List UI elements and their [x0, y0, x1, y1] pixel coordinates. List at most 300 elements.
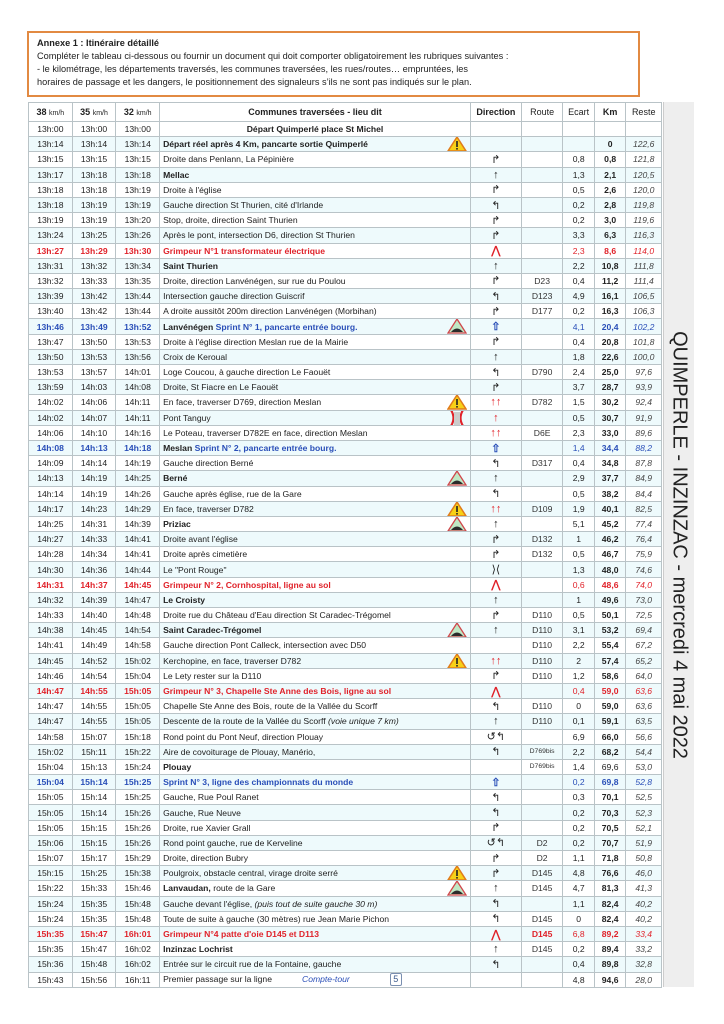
time-38kmh: 15h:24	[29, 911, 73, 926]
km-cell: 48,0	[594, 562, 625, 577]
km-cell: 46,2	[594, 532, 625, 547]
direction-cell	[470, 744, 521, 759]
time-35kmh: 15h:13	[72, 759, 116, 774]
km-cell: 59,0	[594, 699, 625, 714]
ecart-cell: 3,3	[563, 228, 594, 243]
reste-cell: 33,2	[626, 942, 662, 957]
location-desc	[160, 562, 471, 577]
route-cell	[521, 122, 563, 137]
route-cell	[521, 486, 563, 501]
header-35kmh: 35 km/h	[72, 103, 116, 122]
location-desc	[160, 243, 471, 258]
intro-line-2: - le kilométrage, les départements traversés, les communes traversées, les rues/routes… empruntées, les	[37, 64, 468, 74]
straight-arrow-icon: ↑	[493, 517, 499, 530]
time-35kmh: 15h:15	[72, 835, 116, 850]
time-32kmh: 13h:30	[116, 243, 160, 258]
time-32kmh: 13h:14	[116, 137, 160, 152]
climb-icon: ⋀	[491, 579, 501, 592]
reste-cell: 52,1	[626, 820, 662, 835]
time-38kmh: 13h:18	[29, 197, 73, 212]
straight-arrow-icon: ↑	[493, 259, 499, 272]
time-38kmh: 14h:31	[29, 577, 73, 592]
direction-cell	[470, 866, 521, 881]
table-row	[29, 942, 662, 957]
turn-right-icon: ↱	[491, 336, 501, 349]
time-32kmh: 13h:56	[116, 349, 160, 364]
time-35kmh: 14h:55	[72, 714, 116, 729]
direction-cell	[470, 213, 521, 228]
location-desc	[160, 851, 471, 866]
time-35kmh: 15h:56	[72, 972, 116, 987]
route-cell	[521, 729, 563, 744]
side-title: QUIMPERLE - INZINZAC - mercredi 4 mai 2022	[668, 330, 691, 759]
table-row	[29, 653, 662, 668]
time-32kmh: 16h:11	[116, 972, 160, 987]
time-35kmh: 14h:31	[72, 516, 116, 531]
time-38kmh: 14h:02	[29, 410, 73, 425]
ecart-cell: 5,1	[563, 516, 594, 531]
turn-left-icon: ↰	[491, 700, 501, 713]
warning-sign-icon	[447, 395, 467, 410]
reste-cell: 114,0	[626, 243, 662, 258]
location-desc	[160, 197, 471, 212]
route-cell	[521, 577, 563, 592]
desc-text: Aire de covoiturage de Plouay, Manério,	[163, 746, 316, 757]
time-38kmh: 14h:47	[29, 699, 73, 714]
time-35kmh: 15h:47	[72, 926, 116, 941]
direction-cell	[470, 486, 521, 501]
ecart-cell: 0,4	[563, 683, 594, 698]
direction-cell	[470, 699, 521, 714]
km-cell: 20,4	[594, 319, 625, 334]
reste-cell: 116,3	[626, 228, 662, 243]
desc-text: Stop, droite, direction Saint Thurien	[163, 215, 298, 226]
desc-text: Pont Tanguy	[163, 412, 211, 423]
km-cell: 59,1	[594, 714, 625, 729]
ecart-cell: 0,2	[563, 775, 594, 790]
location-desc	[160, 456, 471, 471]
km-cell: 48,6	[594, 577, 625, 592]
km-cell: 66,0	[594, 729, 625, 744]
km-cell: 0	[594, 137, 625, 152]
desc-note: (puis tout de suite gauche 30 m)	[254, 898, 378, 909]
desc-text: Premier passage sur la ligne	[163, 974, 272, 985]
direction-cell	[470, 562, 521, 577]
direction-cell	[470, 638, 521, 653]
location-desc	[160, 683, 471, 698]
time-38kmh: 15h:06	[29, 835, 73, 850]
time-38kmh: 13h:19	[29, 213, 73, 228]
ecart-cell: 1	[563, 592, 594, 607]
location-desc	[160, 577, 471, 592]
time-32kmh: 14h:11	[116, 395, 160, 410]
time-35kmh: 13h:25	[72, 228, 116, 243]
location-desc	[160, 365, 471, 380]
desc-text: Le Croisty	[163, 594, 206, 605]
time-32kmh: 13h:15	[116, 152, 160, 167]
location-desc	[160, 152, 471, 167]
location-desc	[160, 258, 471, 273]
ecart-cell: 0,3	[563, 790, 594, 805]
time-32kmh: 15h:05	[116, 683, 160, 698]
time-35kmh: 14h:36	[72, 562, 116, 577]
reste-cell	[626, 122, 662, 137]
location-desc	[160, 334, 471, 349]
direction-cell	[470, 547, 521, 562]
desc-text: Droite, direction Bubry	[163, 853, 249, 864]
desc-text: Grimpeur N° 3, Chapelle Ste Anne des Bois, ligne au sol	[163, 686, 392, 697]
desc-text: Grimpeur N° 2, Cornhospital, ligne au sol	[163, 579, 331, 590]
location-desc	[160, 942, 471, 957]
warning-sign-icon	[447, 866, 467, 881]
time-35kmh: 15h:14	[72, 790, 116, 805]
table-row	[29, 365, 662, 380]
straight-arrow-icon: ↑	[493, 593, 499, 606]
location-desc	[160, 395, 471, 410]
sprint-icon: ⇧	[491, 442, 501, 455]
table-row	[29, 866, 662, 881]
ecart-cell: 2,2	[563, 258, 594, 273]
reste-cell: 65,2	[626, 653, 662, 668]
reste-cell: 76,4	[626, 532, 662, 547]
desc-text: Gauche, Rue Neuve	[163, 807, 241, 818]
ecart-cell: 0,4	[563, 334, 594, 349]
turn-right-icon: ↱	[491, 305, 501, 318]
time-32kmh: 14h:47	[116, 592, 160, 607]
desc-text: Gauche direction Pont Calleck, intersection avec D50	[163, 640, 367, 651]
km-cell: 70,3	[594, 805, 625, 820]
direction-cell	[470, 380, 521, 395]
desc-text: Plouay	[163, 761, 192, 772]
desc-text: Entrée sur le circuit rue de la Fontaine, gauche	[163, 959, 342, 970]
time-32kmh: 14h:45	[116, 577, 160, 592]
cross-road-icon: ↑↑	[490, 426, 502, 439]
ecart-cell: 0,2	[563, 304, 594, 319]
ecart-cell: 0	[563, 911, 594, 926]
sprint-icon: ⇧	[491, 776, 501, 789]
table-row	[29, 516, 662, 531]
km-cell: 8,6	[594, 243, 625, 258]
reste-cell: 74,6	[626, 562, 662, 577]
time-32kmh: 16h:01	[116, 926, 160, 941]
header-direction: Direction	[470, 103, 521, 122]
time-32kmh: 13h:53	[116, 334, 160, 349]
time-35kmh: 14h:39	[72, 592, 116, 607]
direction-cell	[470, 608, 521, 623]
climb-sign-icon	[447, 623, 467, 638]
route-cell	[521, 957, 563, 972]
location-desc	[160, 425, 471, 440]
km-cell: 53,2	[594, 623, 625, 638]
table-row	[29, 775, 662, 790]
table-row	[29, 228, 662, 243]
time-32kmh: 13h:26	[116, 228, 160, 243]
time-32kmh: 15h:26	[116, 835, 160, 850]
direction-cell	[470, 775, 521, 790]
time-38kmh: 14h:08	[29, 440, 73, 455]
ecart-cell: 0,8	[563, 152, 594, 167]
direction-cell	[470, 349, 521, 364]
km-cell: 2,1	[594, 167, 625, 182]
direction-cell	[470, 137, 521, 152]
location-desc	[160, 881, 471, 896]
table-row	[29, 273, 662, 288]
direction-cell	[470, 456, 521, 471]
climb-icon: ⋀	[491, 928, 501, 941]
reste-cell: 119,6	[626, 213, 662, 228]
desc-text: Droite à l'église	[163, 184, 222, 195]
time-32kmh: 14h:18	[116, 440, 160, 455]
direction-cell	[470, 273, 521, 288]
reste-cell: 75,9	[626, 547, 662, 562]
warning-sign-icon	[447, 137, 467, 152]
straight-arrow-icon: ↑	[493, 943, 499, 956]
time-32kmh: 13h:44	[116, 289, 160, 304]
town-name: Lanvénégen	[163, 321, 214, 332]
direction-cell	[470, 304, 521, 319]
time-38kmh: 14h:47	[29, 714, 73, 729]
ecart-cell: 2,4	[563, 365, 594, 380]
climb-icon: ⋀	[491, 245, 501, 258]
ecart-cell: 1,5	[563, 395, 594, 410]
ecart-cell: 6,9	[563, 729, 594, 744]
reste-cell: 77,4	[626, 516, 662, 531]
route-cell: D317	[521, 456, 563, 471]
route-cell	[521, 775, 563, 790]
time-38kmh: 15h:07	[29, 851, 73, 866]
route-cell	[521, 790, 563, 805]
desc-text: Berné	[163, 473, 188, 484]
route-cell: D110	[521, 653, 563, 668]
warning-sign-icon	[447, 501, 467, 516]
time-35kmh: 13h:42	[72, 289, 116, 304]
km-cell: 69,8	[594, 775, 625, 790]
table-row	[29, 972, 662, 987]
ecart-cell: 0,2	[563, 835, 594, 850]
km-cell: 55,4	[594, 638, 625, 653]
time-32kmh: 15h:24	[116, 759, 160, 774]
turn-left-icon: ↰	[491, 199, 501, 212]
route-cell	[521, 152, 563, 167]
reste-cell: 82,5	[626, 501, 662, 516]
straight-arrow-icon: ↑	[493, 624, 499, 637]
desc-text: Chapelle Ste Anne des Bois, route de la Vallée du Scorff	[163, 701, 378, 712]
reste-cell: 33,4	[626, 926, 662, 941]
location-desc	[160, 319, 471, 334]
time-38kmh: 14h:33	[29, 608, 73, 623]
reste-cell: 46,0	[626, 866, 662, 881]
ecart-cell: 0,5	[563, 182, 594, 197]
time-35kmh: 14h:37	[72, 577, 116, 592]
location-desc	[160, 729, 471, 744]
desc-text: Droite rue du Château d'Eau direction St Caradec-Trégomel	[163, 610, 391, 621]
desc-text: Droite, direction Lanvénégen, sur rue du Poulou	[163, 275, 346, 286]
desc-text: Descente de la route de la Vallée du Scorff	[163, 716, 326, 727]
intro-box	[27, 31, 640, 97]
ecart-cell: 0,2	[563, 820, 594, 835]
reste-cell: 51,9	[626, 835, 662, 850]
desc-text: Gauche, Rue Poul Ranet	[163, 792, 259, 803]
time-38kmh: 15h:05	[29, 790, 73, 805]
time-32kmh: 14h:08	[116, 380, 160, 395]
time-32kmh: 13h:34	[116, 258, 160, 273]
location-desc	[160, 273, 471, 288]
direction-cell	[470, 729, 521, 744]
time-35kmh: 14h:19	[72, 486, 116, 501]
direction-cell	[470, 592, 521, 607]
desc-text: Gauche après église, rue de la Gare	[163, 488, 302, 499]
ecart-cell: 0,4	[563, 456, 594, 471]
itinerary-table	[28, 102, 662, 988]
direction-cell	[470, 820, 521, 835]
route-cell	[521, 197, 563, 212]
reste-cell: 52,8	[626, 775, 662, 790]
turn-left-icon: ↰	[491, 746, 501, 759]
desc-text: Le Lety rester sur la D110	[163, 670, 262, 681]
km-cell: 46,7	[594, 547, 625, 562]
time-35kmh: 15h:14	[72, 805, 116, 820]
km-cell: 50,1	[594, 608, 625, 623]
cross-road-icon: ↑↑	[490, 396, 502, 409]
km-cell: 33,0	[594, 425, 625, 440]
ecart-cell: 1,3	[563, 167, 594, 182]
climb-sign-icon	[447, 881, 467, 896]
time-38kmh: 14h:30	[29, 562, 73, 577]
ecart-cell	[563, 122, 594, 137]
table-row	[29, 486, 662, 501]
time-38kmh: 15h:22	[29, 881, 73, 896]
location-desc	[160, 775, 471, 790]
direction-cell	[470, 532, 521, 547]
ecart-cell: 3,7	[563, 380, 594, 395]
reste-cell: 102,2	[626, 319, 662, 334]
direction-cell	[470, 851, 521, 866]
route-cell: D177	[521, 304, 563, 319]
route-cell: D2	[521, 851, 563, 866]
ecart-cell: 4,1	[563, 319, 594, 334]
time-38kmh: 13h:46	[29, 319, 73, 334]
route-cell	[521, 137, 563, 152]
ecart-cell: 0,5	[563, 608, 594, 623]
table-row	[29, 440, 662, 455]
km-cell: 69,6	[594, 759, 625, 774]
desc-text: Gauche devant l'église,	[163, 898, 253, 909]
straight-arrow-icon: ↑	[493, 168, 499, 181]
table-row	[29, 258, 662, 273]
location-desc	[160, 289, 471, 304]
ecart-cell: 4,8	[563, 866, 594, 881]
time-38kmh: 14h:41	[29, 638, 73, 653]
time-35kmh: 14h:23	[72, 501, 116, 516]
turn-right-icon: ↱	[491, 153, 501, 166]
location-desc	[160, 501, 471, 516]
ecart-cell: 0	[563, 699, 594, 714]
straight-arrow-red-icon: ↑	[493, 411, 499, 424]
direction-cell	[470, 942, 521, 957]
location-desc	[160, 744, 471, 759]
time-32kmh: 14h:41	[116, 547, 160, 562]
table-row	[29, 729, 662, 744]
time-32kmh: 15h:18	[116, 729, 160, 744]
desc-text: En face, traverser D782	[163, 503, 254, 514]
direction-cell	[470, 957, 521, 972]
time-38kmh: 13h:47	[29, 334, 73, 349]
time-38kmh: 13h:00	[29, 122, 73, 137]
header-ecart: Ecart	[563, 103, 594, 122]
time-35kmh: 15h:25	[72, 866, 116, 881]
time-32kmh: 14h:41	[116, 532, 160, 547]
direction-cell	[470, 805, 521, 820]
route-cell: D132	[521, 532, 563, 547]
km-cell: 70,5	[594, 820, 625, 835]
time-35kmh: 14h:14	[72, 456, 116, 471]
turn-left-icon: ↰	[491, 366, 501, 379]
desc-text: Rond point gauche, rue de Kerveline	[163, 837, 303, 848]
time-32kmh: 15h:29	[116, 851, 160, 866]
time-32kmh: 14h:44	[116, 562, 160, 577]
location-desc	[160, 668, 471, 683]
km-cell: 2,6	[594, 182, 625, 197]
time-38kmh: 13h:50	[29, 349, 73, 364]
reste-cell: 111,4	[626, 273, 662, 288]
turn-right-icon: ↱	[491, 867, 501, 880]
route-cell: D123	[521, 289, 563, 304]
ecart-cell: 0,4	[563, 957, 594, 972]
route-cell	[521, 805, 563, 820]
table-row	[29, 380, 662, 395]
time-38kmh: 14h:28	[29, 547, 73, 562]
route-cell	[521, 562, 563, 577]
header-38kmh: 38 km/h	[29, 103, 73, 122]
table-row	[29, 957, 662, 972]
reste-cell: 73,0	[626, 592, 662, 607]
time-35kmh: 14h:13	[72, 440, 116, 455]
direction-cell	[470, 197, 521, 212]
km-cell: 25,0	[594, 365, 625, 380]
ecart-cell: 0,2	[563, 197, 594, 212]
km-cell: 11,2	[594, 273, 625, 288]
location-desc	[160, 410, 471, 425]
desc-text: Saint Thurien	[163, 260, 218, 271]
climb-sign-icon	[447, 471, 467, 486]
turn-right-icon: ↱	[491, 184, 501, 197]
time-32kmh: 14h:11	[116, 410, 160, 425]
location-desc	[160, 304, 471, 319]
km-cell: 30,7	[594, 410, 625, 425]
table-row	[29, 197, 662, 212]
direction-cell	[470, 668, 521, 683]
time-32kmh: 14h:16	[116, 425, 160, 440]
direction-cell	[470, 790, 521, 805]
route-cell: D769bis	[521, 744, 563, 759]
table-row	[29, 182, 662, 197]
desc-text: Départ Quimperlé place St Michel	[246, 124, 384, 135]
location-desc	[160, 926, 471, 941]
time-38kmh: 13h:15	[29, 152, 73, 167]
time-35kmh: 14h:52	[72, 653, 116, 668]
route-cell: D145	[521, 926, 563, 941]
desc-text: En face, traverser D769, direction Meslan	[163, 397, 322, 408]
desc-text: Priziac	[163, 518, 191, 529]
climb-sign-icon	[447, 319, 467, 334]
time-35kmh: 15h:48	[72, 957, 116, 972]
reste-cell: 63,6	[626, 699, 662, 714]
reste-cell: 72,5	[626, 608, 662, 623]
desc-text: Intersection gauche direction Guiscrif	[163, 291, 305, 302]
reste-cell: 121,8	[626, 152, 662, 167]
intro-line-3: horaires de passage et les dangers, le positionnement des signaleurs s’ils ne sont pas indiqués sur le plan.	[37, 77, 472, 87]
reste-cell: 56,6	[626, 729, 662, 744]
